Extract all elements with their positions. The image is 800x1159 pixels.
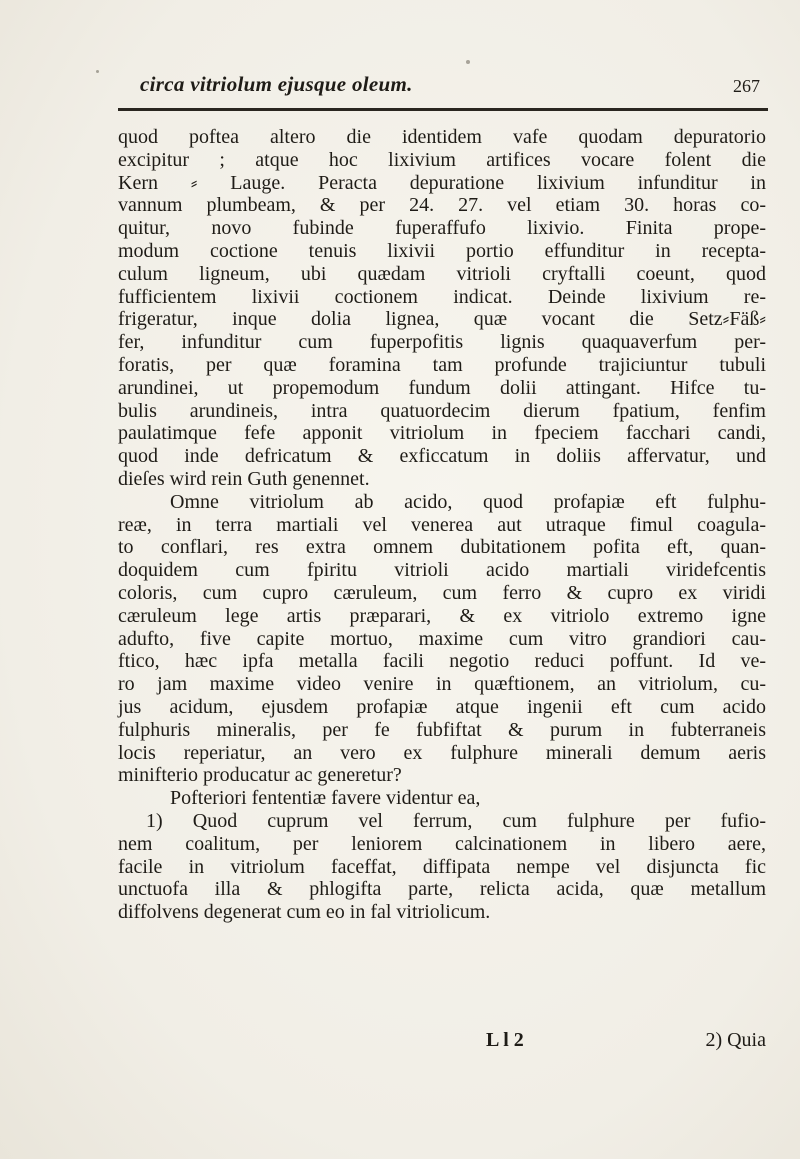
text-line: fulphuris mineralis, per fe fubfiftat & purum in fubterraneis bbox=[118, 718, 766, 741]
text-line: Omne vitriolum ab acido, quod profapiæ eft fulphu- bbox=[170, 490, 766, 513]
header-rule bbox=[118, 108, 768, 111]
text-line: fer, infunditur cum fuperpofitis lignis quaquaverfum per- bbox=[118, 331, 766, 354]
page-header bbox=[140, 72, 760, 102]
text-line: modum coctione tenuis lixivii portio effunditur in recepta- bbox=[118, 239, 766, 262]
text-line: cæruleum lege artis præparari, & ex vitriolo extremo igne bbox=[118, 604, 766, 627]
text-line: bulis arundineis, intra quatuordecim dierum fpatium, fenfim bbox=[118, 399, 766, 422]
text-line: diffolvens degenerat cum eo in fal vitriolicum. bbox=[118, 901, 491, 924]
text-line: arundinei, ut propemodum fundum dolii attingant. Hifce tu- bbox=[118, 376, 766, 399]
text-line: quitur, novo fubinde fuperaffufo lixivio. Finita prope- bbox=[118, 217, 766, 240]
text-line: fufficientem lixivii coctionem indicat. Deinde lixivium re- bbox=[118, 285, 766, 308]
signature-mark: L l 2 bbox=[486, 1029, 524, 1051]
text-line: foratis, per quæ foramina tam profunde trajiciuntur tubuli bbox=[118, 353, 766, 376]
text-line: dieſes wird rein Guth genennet. bbox=[118, 467, 370, 490]
running-title: circa vitriolum ejusque oleum. bbox=[140, 72, 413, 96]
text-line: locis reperiatur, an vero ex fulphure minerali demum aeris bbox=[118, 741, 766, 764]
text-line: reæ, in terra martiali vel venerea aut utraque fimul coagula- bbox=[118, 513, 766, 536]
text-line: minifterio producatur ac generetur? bbox=[118, 764, 402, 787]
ink-speck bbox=[466, 60, 470, 64]
text-line: nem coalitum, per leniorem calcinationem in libero aere, bbox=[118, 832, 766, 855]
text-line: Pofteriori fententiæ favere videntur ea, bbox=[170, 787, 481, 810]
body-text bbox=[118, 126, 766, 924]
text-line: unctuofa illa & phlogifta parte, relicta acida, quæ metallum bbox=[118, 878, 766, 901]
text-line: Kern ⸗ Lauge. Peracta depuratione lixivium infunditur in bbox=[118, 171, 766, 194]
text-line: facile in vitriolum faceffat, diffipata nempe vel disjuncta fic bbox=[118, 855, 766, 878]
text-line: adufto, five capite mortuo, maxime cum vitro grandiori cau- bbox=[118, 627, 766, 650]
text-line: quod inde defricatum & exficcatum in doliis affervatur, und bbox=[118, 445, 766, 468]
catchword: 2) Quia bbox=[705, 1029, 766, 1051]
text-line: doquidem cum fpiritu vitrioli acido martiali viridefcentis bbox=[118, 559, 766, 582]
text-line: culum ligneum, ubi quædam vitrioli cryftalli coeunt, quod bbox=[118, 262, 766, 285]
text-line: ftico, hæc ipfa metalla facili negotio reduci poffunt. Id ve- bbox=[118, 650, 766, 673]
ink-speck bbox=[96, 70, 99, 73]
text-line: quod poftea altero die identidem vafe quodam depuratorio bbox=[118, 126, 766, 148]
text-line: 1) Quod cuprum vel ferrum, cum fulphure per fufio- bbox=[146, 809, 766, 832]
text-line: excipitur ; atque hoc lixivium artifices vocare folent die bbox=[118, 148, 766, 171]
text-line: to conflari, res extra omnem dubitationem pofita eft, quan- bbox=[118, 536, 766, 559]
text-line: paulatimque fefe apponit vitriolum in fpeciem facchari candi, bbox=[118, 422, 766, 445]
text-line: jus acidum, ejusdem profapiæ atque ingenii eft cum acido bbox=[118, 695, 766, 718]
text-line: ro jam maxime video venire in quæftionem, an vitriolum, cu- bbox=[118, 673, 766, 696]
page-footer bbox=[118, 1029, 766, 1053]
text-line: vannum plumbeam, & per 24. 27. vel etiam 30. horas co- bbox=[118, 194, 766, 217]
text-line: frigeratur, inque dolia lignea, quæ vocant die Setz⸗Fäß⸗ bbox=[118, 308, 766, 331]
page-number: 267 bbox=[733, 76, 760, 96]
text-line: coloris, cum cupro cæruleum, cum ferro & cupro ex viridi bbox=[118, 581, 766, 604]
